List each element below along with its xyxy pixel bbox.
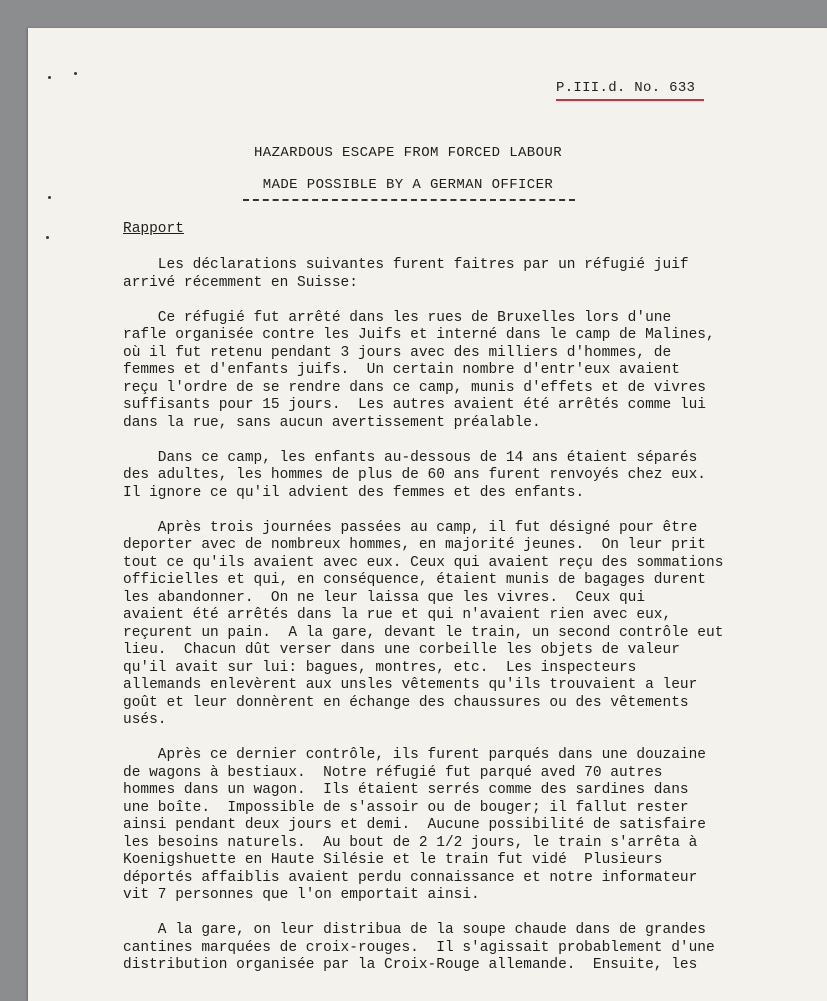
text-line: Ce réfugié fut arrêté dans les rues de Bruxelles lors d'une xyxy=(123,309,672,326)
text-line: Après trois journées passées au camp, il fut désigné pour être xyxy=(123,519,698,536)
text-line: avaient été arrêtés dans la rue et qui n'avaient rien avec eux, xyxy=(123,607,672,623)
title-line-2: MADE POSSIBLE BY A GERMAN OFFICER xyxy=(262,177,554,193)
reference-number: P.III.d. No. 633 xyxy=(556,80,696,96)
text-line: distribution organisée par la Croix-Rouge allemande. Ensuite, les xyxy=(123,957,698,973)
text-line: de wagons à bestiaux. Notre réfugié fut parqué aved 70 autres xyxy=(123,764,663,781)
paragraph xyxy=(123,257,773,292)
text-line: deporter avec de nombreux hommes, en majorité jeunes. On leur prit xyxy=(123,537,706,553)
paper-speck xyxy=(46,236,49,239)
paper-speck xyxy=(48,196,51,199)
paragraph xyxy=(123,310,773,433)
paragraph xyxy=(123,450,773,503)
text-line: les besoins naturels. Au bout de 2 1/2 jours, le train s'arrêta à xyxy=(123,834,698,851)
paper-speck xyxy=(74,72,77,75)
text-line: Koenigshuette en Haute Silésie et le train fut vidé Plusieurs xyxy=(123,852,663,868)
body-text xyxy=(123,257,773,992)
text-line: Les déclarations suivantes furent faitres par un réfugié juif xyxy=(123,257,689,273)
text-line: suffisants pour 15 jours. Les autres avaient été arrêtés comme lui xyxy=(123,397,706,413)
text-line: hommes dans un wagon. Ils étaient serrés comme des sardines dans xyxy=(123,782,689,798)
paragraph xyxy=(123,520,773,730)
text-line: cantines marquées de croix-rouges. Il s'agissait probablement d'une xyxy=(123,939,715,956)
text-line: reçurent un pain. A la gare, devant le train, un second contrôle eut xyxy=(123,624,724,641)
text-line: rafle organisée contre les Juifs et interné dans le camp de Malines, xyxy=(123,327,715,343)
text-line: Après ce dernier contrôle, ils furent parqués dans une douzaine xyxy=(123,747,706,763)
paper-speck xyxy=(48,76,51,79)
paragraph xyxy=(123,922,773,975)
dashed-rule xyxy=(243,199,575,201)
text-line: des adultes, les hommes de plus de 60 ans furent renvoyés chez eux. xyxy=(123,467,706,483)
text-line: reçu l'ordre de se rendre dans ce camp, munis d'effets et de vivres xyxy=(123,379,706,396)
text-line: où il fut retenu pendant 3 jours avec des milliers d'hommes, de xyxy=(123,344,672,361)
text-line: ainsi pendant deux jours et demi. Aucune possibilité de satisfaire xyxy=(123,817,706,833)
text-line: lieu. Chacun dût verser dans une corbeille les objets de valeur xyxy=(123,642,680,658)
text-line: qu'il avait sur lui: bagues, montres, etc. Les inspecteurs xyxy=(123,659,637,676)
text-line: allemands enlevèrent aux unsles vêtements qu'ils trouvaient a leur xyxy=(123,677,698,693)
text-line: Il ignore ce qu'il advient des femmes et des enfants. xyxy=(123,484,585,501)
title-line-1: HAZARDOUS ESCAPE FROM FORCED LABOUR xyxy=(253,145,563,161)
text-line: déportés affaiblis avaient perdu connaissance et notre informateur xyxy=(123,869,698,886)
paragraph xyxy=(123,747,773,905)
section-heading: Rapport xyxy=(123,221,184,237)
text-line: dans la rue, sans aucun avertissement préalable. xyxy=(123,414,541,431)
text-line: femmes et d'enfants juifs. Un certain nombre d'entr'eux avaient xyxy=(123,362,680,378)
text-line: les abandonner. On ne leur laissa que les vivres. Ceux qui xyxy=(123,589,646,606)
text-line: usés. xyxy=(123,712,167,728)
document-page xyxy=(28,28,827,1001)
text-line: tout ce qu'ils avaient avec eux. Ceux qui avaient reçu des sommations xyxy=(123,554,724,571)
red-underline xyxy=(556,99,704,101)
text-line: Dans ce camp, les enfants au-dessous de 14 ans étaient séparés xyxy=(123,449,698,466)
text-line: A la gare, on leur distribua de la soupe chaude dans de grandes xyxy=(123,922,706,938)
text-line: vit 7 personnes que l'on emportait ainsi. xyxy=(123,887,480,903)
text-line: arrivé récemment en Suisse: xyxy=(123,274,358,291)
text-line: une boîte. Impossible de s'assoir ou de bouger; il fallut rester xyxy=(123,799,689,816)
text-line: officielles et qui, en conséquence, étaient munis de bagages durent xyxy=(123,572,706,588)
text-line: goût et leur donnèrent en échange des chaussures ou des vêtements xyxy=(123,694,689,711)
